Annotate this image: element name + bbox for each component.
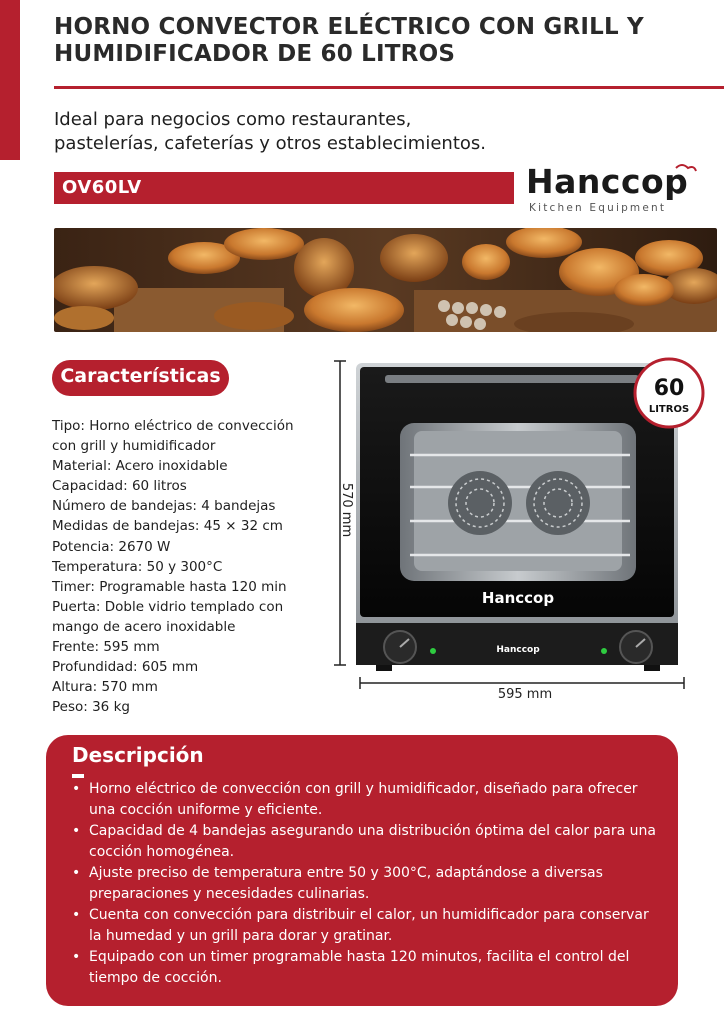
brand-name: Hanccop [526,162,689,201]
title-line: HUMIDIFICADOR DE 60 LITROS [54,41,456,67]
spec-line: Temperatura: 50 y 300°C [52,558,223,575]
description-line: una cocción uniforme y eficiente. [89,802,323,818]
description-item [72,821,672,863]
title-line: HORNO CONVECTOR ELÉCTRICO CON GRILL Y [54,14,644,40]
characteristics-heading [52,360,229,396]
description-heading: Descripción [72,743,204,767]
spec-line: Puerta: Doble vidrio templado con [52,598,284,615]
description-item [72,779,672,821]
door-brand: Hanccop [481,589,555,607]
spec-line: mango de acero inoxidable [52,618,236,635]
heat-indicator [601,648,607,654]
height-dimension-label: 570 mm [339,482,354,538]
description-line: • Cuenta con convección para distribuir el calor, un humidificador para conservar [89,907,649,923]
description-line: la humedad y un grill para dorar y gratinar. [89,928,393,944]
title-divider [54,86,724,89]
brand-logo [526,162,718,216]
description-list [72,779,672,989]
model-code: OV60LV [62,177,142,198]
description-card [46,735,678,1006]
spec-line: con grill y humidificador [52,438,216,455]
description-line: cocción homogénea. [89,844,235,860]
subtitle-line: pastelerías, cafeterías y otros establecimientos. [54,133,486,154]
spec-list [52,416,312,717]
description-line: • Ajuste preciso de temperatura entre 50 y 300°C, adaptándose a diversas [89,865,603,881]
model-bar [54,172,514,204]
accent-strip [0,0,20,160]
brand-tagline: Kitchen Equipment [529,202,667,214]
spec-line: Frente: 595 mm [52,639,160,656]
bread-banner-image [54,228,717,332]
spec-line: Material: Acero inoxidable [52,458,228,475]
product-image [330,345,720,715]
spec-line: Capacidad: 60 litros [52,478,187,495]
page-title [54,14,654,68]
subtitle [54,108,614,156]
badge-number: 60 [653,376,685,401]
description-line: • Capacidad de 4 bandejas asegurando una distribución óptima del calor para una [89,823,656,839]
heading-underline [72,774,84,778]
description-line: • Horno eléctrico de convección con grill y humidificador, diseñado para ofrecer [89,781,638,797]
spec-line: Profundidad: 605 mm [52,659,199,676]
panel-brand: Hanccop [496,645,540,655]
spec-line: Timer: Programable hasta 120 min [52,578,287,595]
spec-line: Medidas de bandejas: 45 × 32 cm [52,518,283,535]
description-line: • Equipado con un timer programable hasta 120 minutos, facilita el control del [89,949,630,965]
badge-unit: LITROS [648,404,690,415]
width-dimension-label: 595 mm [497,687,553,702]
description-line: tiempo de cocción. [89,970,222,986]
spec-line: Potencia: 2670 W [52,538,171,555]
description-item [72,863,672,905]
spec-line: Tipo: Horno eléctrico de convección [52,418,294,434]
characteristics-heading-label: Características [60,365,221,387]
spec-line: Altura: 570 mm [52,679,158,696]
power-indicator [430,648,436,654]
spec-line: Peso: 36 kg [52,699,130,716]
spec-line: Número de bandejas: 4 bandejas [52,498,276,515]
oven-illustration [330,345,720,715]
description-line: preparaciones y necesidades culinarias. [89,886,370,902]
description-item [72,947,672,989]
subtitle-line: Ideal para negocios como restaurantes, [54,109,412,130]
description-item [72,905,672,947]
